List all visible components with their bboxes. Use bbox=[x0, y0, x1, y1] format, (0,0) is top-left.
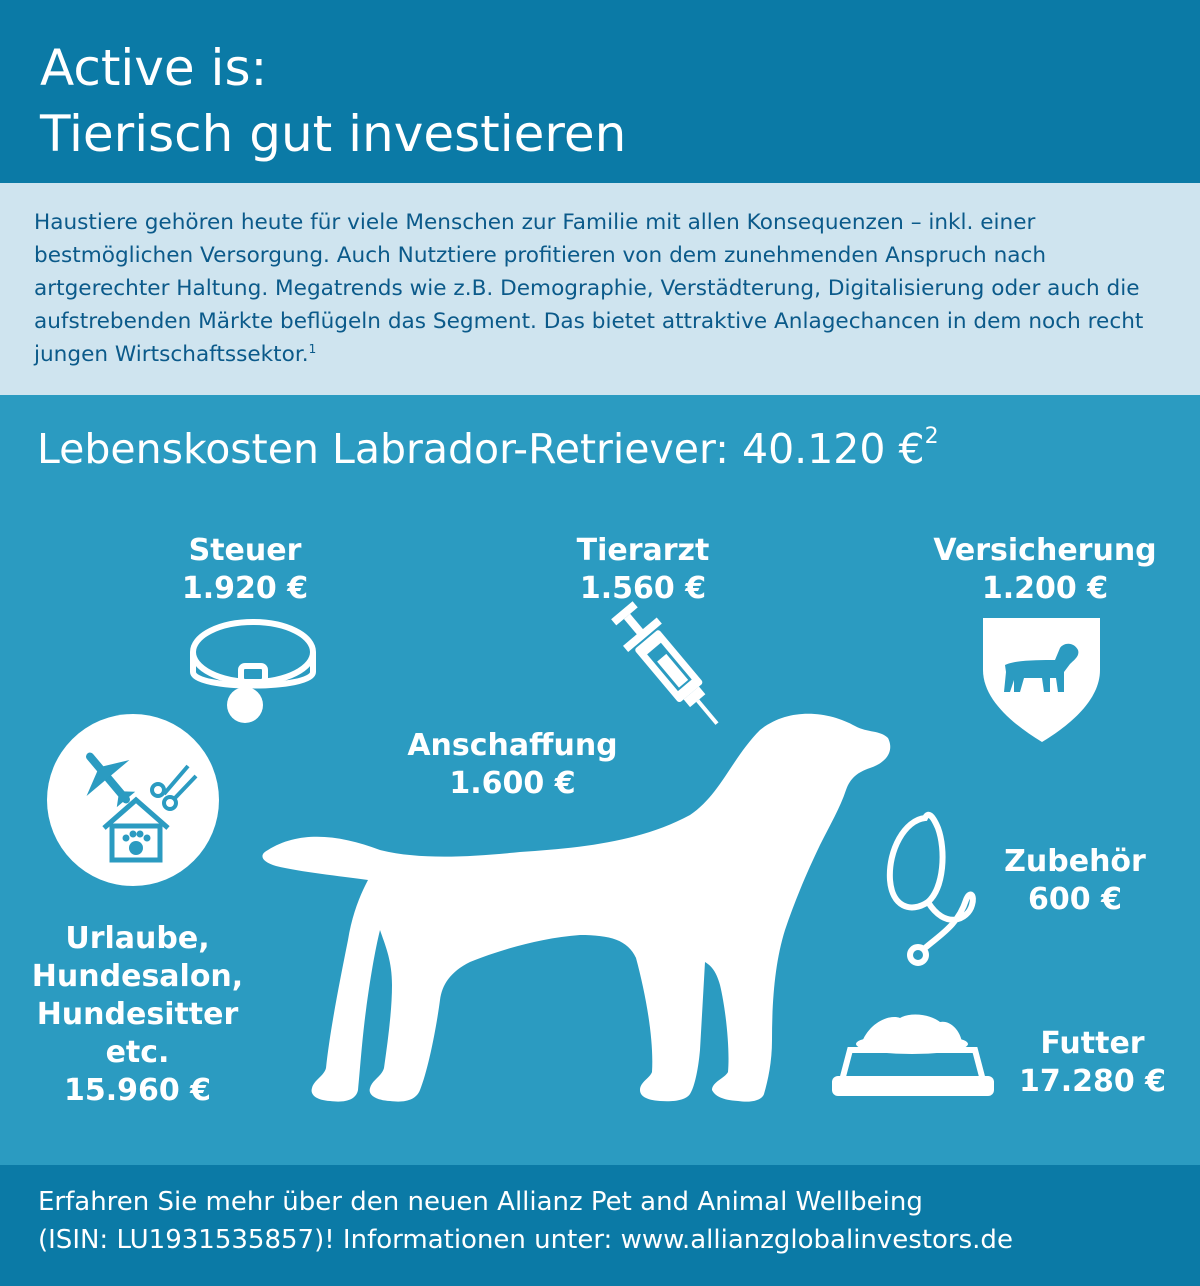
urlaube-label-line-3: Hundesitter bbox=[36, 997, 239, 1032]
urlaube-label-line-1: Urlaube, bbox=[65, 921, 210, 956]
title-line-2: Tierisch gut investieren bbox=[40, 105, 627, 163]
travel-grooming-circle-icon bbox=[47, 714, 219, 886]
footer-line-1: Erfahren Sie mehr über den neuen Allianz Pet and Animal Wellbeing bbox=[38, 1187, 923, 1217]
tierarzt-value: 1.560 € bbox=[579, 571, 707, 606]
steuer-value: 1.920 € bbox=[181, 571, 309, 606]
cost-anschaffung bbox=[390, 727, 635, 803]
zubehoer-label: Zubehör bbox=[1004, 844, 1146, 879]
cost-urlaube bbox=[30, 920, 245, 1110]
versicherung-label: Versicherung bbox=[933, 533, 1157, 568]
cost-zubehoer bbox=[985, 843, 1165, 919]
food-bowl-icon bbox=[832, 1015, 994, 1096]
tierarzt-label: Tierarzt bbox=[576, 533, 710, 568]
versicherung-value: 1.200 € bbox=[981, 571, 1109, 606]
cost-futter bbox=[1005, 1025, 1180, 1101]
title-line-1: Active is: bbox=[40, 39, 268, 97]
urlaube-label-line-4: etc. bbox=[105, 1035, 170, 1070]
futter-label: Futter bbox=[1040, 1026, 1145, 1061]
steuer-label: Steuer bbox=[188, 533, 302, 568]
leash-icon bbox=[890, 815, 973, 963]
urlaube-value: 15.960 € bbox=[63, 1073, 212, 1108]
footnote-2: 2 bbox=[924, 424, 939, 449]
cost-versicherung bbox=[920, 532, 1170, 608]
intro-paragraph: Haustiere gehören heute für viele Menschen zur Familie mit allen Konsequenzen – inkl. einer bestmöglichen Versorgung. Auch Nutztiere profitieren von dem zunehmenden Anspruch nach artgerechter Haltung. Megatrends wie z.B. Demographie, Verstädterung, Digitalisierung oder auch die aufstrebenden Märkte beflügeln das Segment. Das bietet attraktive Anlagechancen in dem noch recht jungen Wirtschaftssektor. bbox=[34, 210, 1144, 367]
urlaube-label-line-2: Hundesalon, bbox=[31, 959, 244, 994]
cost-steuer bbox=[160, 532, 330, 608]
footer-line-2: (ISIN: LU1931535857)! Informationen unter: www.allianzglobalinvestors.de bbox=[38, 1225, 1013, 1255]
anschaffung-label: Anschaffung bbox=[407, 728, 618, 763]
footer-banner bbox=[0, 1165, 1200, 1286]
footer-text bbox=[38, 1183, 1178, 1259]
shield-dog-icon bbox=[983, 618, 1100, 742]
collar-icon bbox=[193, 622, 313, 723]
anschaffung-value: 1.600 € bbox=[449, 766, 576, 801]
futter-value: 17.280 € bbox=[1018, 1064, 1167, 1099]
footnote-1: 1 bbox=[308, 341, 317, 356]
cost-tierarzt bbox=[548, 532, 738, 608]
zubehoer-value: 600 € bbox=[1028, 882, 1122, 917]
syringe-icon bbox=[605, 596, 734, 738]
headline-text: Lebenskosten Labrador-Retriever: 40.120 € bbox=[37, 425, 925, 473]
